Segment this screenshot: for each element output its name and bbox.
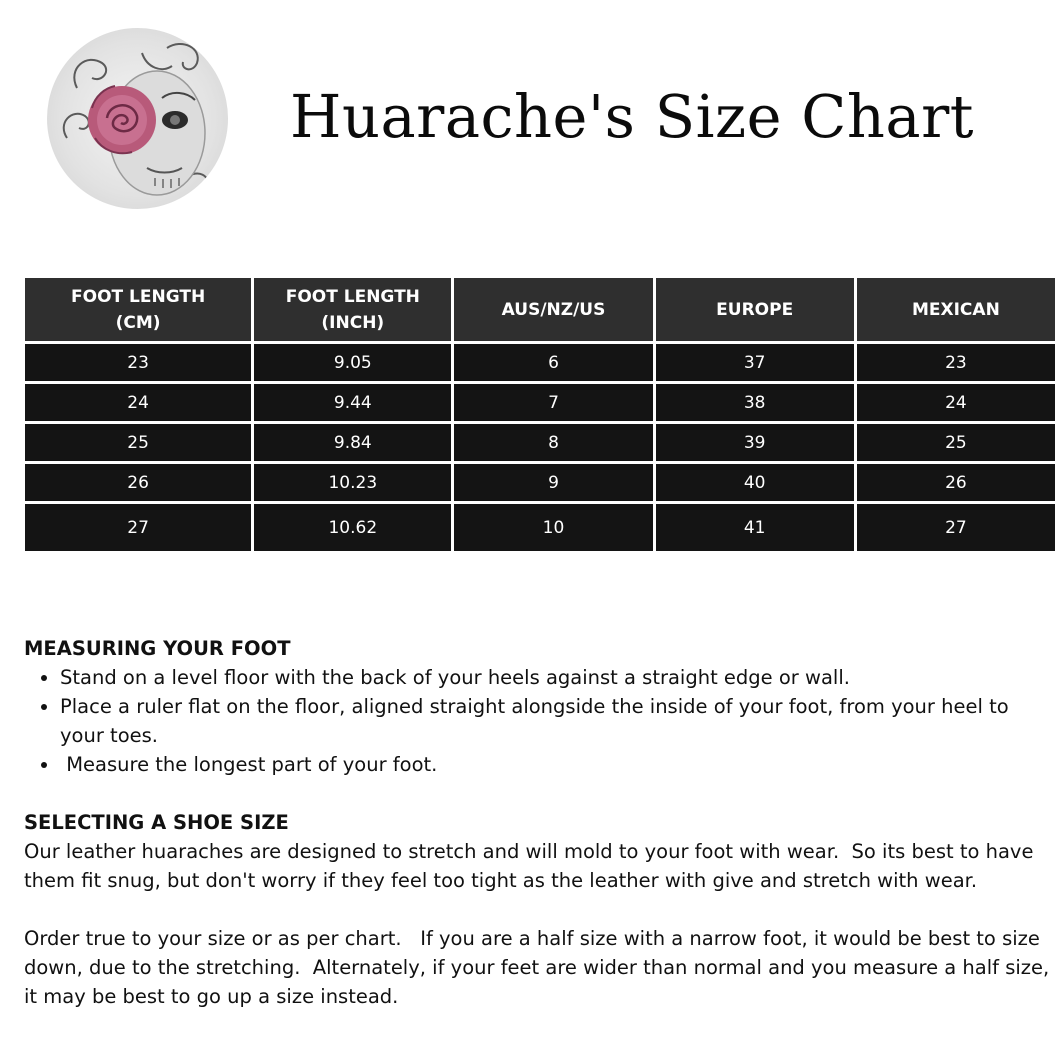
measuring-heading: MEASURING YOUR FOOT: [24, 637, 291, 660]
size-chart-table: [22, 275, 1058, 554]
table-cell: 9: [454, 464, 652, 501]
table-cell: 38: [656, 384, 854, 421]
table-header-row: [25, 278, 1055, 341]
table-cell: 6: [454, 344, 652, 381]
column-header-line: MEXICAN: [911, 299, 1000, 320]
list-item: • Measure the longest part of your foot.: [60, 750, 1054, 779]
column-header-europe: [656, 278, 854, 341]
table-cell: 23: [857, 344, 1055, 381]
list-item: • Stand on a level floor with the back of your heels against a straight edge or wall.: [60, 663, 1054, 692]
table-cell: 37: [656, 344, 854, 381]
column-header-aus-nz-us: [454, 278, 652, 341]
selecting-paragraph: Our leather huaraches are designed to stretch and will mold to your foot with wear. So its best to have them fit snug, but don't worry if they feel too tight as the leather with give and stretch with wear.: [24, 840, 1040, 892]
table-cell: 9.05: [254, 344, 451, 381]
column-header-line: EUROPE: [716, 299, 794, 320]
order-paragraph: Order true to your size or as per chart. If you are a half size with a narrow foot, it would be best to size down, due to the stretching. Alternately, if your feet are wider than normal and you measure a half size, it may be best to go up a size instead.: [24, 927, 1056, 1008]
table-row: [25, 344, 1055, 381]
table-cell: 26: [25, 464, 251, 501]
table-row: [25, 504, 1055, 551]
table-cell: 26: [857, 464, 1055, 501]
table-cell: 27: [25, 504, 251, 551]
list-item: • Place a ruler flat on the floor, aligned straight alongside the inside of your foot, from your heel to your toes.: [60, 692, 1054, 750]
column-header-line: (CM): [115, 312, 161, 333]
skull-rose-logo-icon: [47, 28, 228, 209]
column-header-foot-length-inch: [254, 278, 451, 341]
measuring-steps-list: [24, 663, 1054, 779]
column-header-line: FOOT LENGTH: [71, 286, 206, 307]
column-header-line: FOOT LENGTH: [285, 286, 420, 307]
table-cell: 8: [454, 424, 652, 461]
table-cell: 23: [25, 344, 251, 381]
column-header-line: AUS/NZ/US: [501, 299, 606, 320]
section-spacer: [24, 895, 1054, 924]
table-cell: 24: [25, 384, 251, 421]
page-title: Huarache's Size Chart: [290, 82, 974, 151]
table-cell: 7: [454, 384, 652, 421]
selecting-heading: SELECTING A SHOE SIZE: [24, 811, 289, 834]
table-cell: 9.84: [254, 424, 451, 461]
table-row: [25, 384, 1055, 421]
column-header-line: (INCH): [321, 312, 385, 333]
table-cell: 9.44: [254, 384, 451, 421]
table-row: [25, 464, 1055, 501]
column-header-foot-length-cm: [25, 278, 251, 341]
table-cell: 27: [857, 504, 1055, 551]
logo-artwork: [47, 28, 228, 209]
table-cell: 10: [454, 504, 652, 551]
table-cell: 25: [25, 424, 251, 461]
table-cell: 24: [857, 384, 1055, 421]
instructions-section: [24, 634, 1054, 1011]
table-cell: 40: [656, 464, 854, 501]
section-spacer: [24, 779, 1054, 808]
table-row: [25, 424, 1055, 461]
table-cell: 41: [656, 504, 854, 551]
table-cell: 10.23: [254, 464, 451, 501]
table-cell: 10.62: [254, 504, 451, 551]
table-cell: 25: [857, 424, 1055, 461]
column-header-mexican: [857, 278, 1055, 341]
table-cell: 39: [656, 424, 854, 461]
